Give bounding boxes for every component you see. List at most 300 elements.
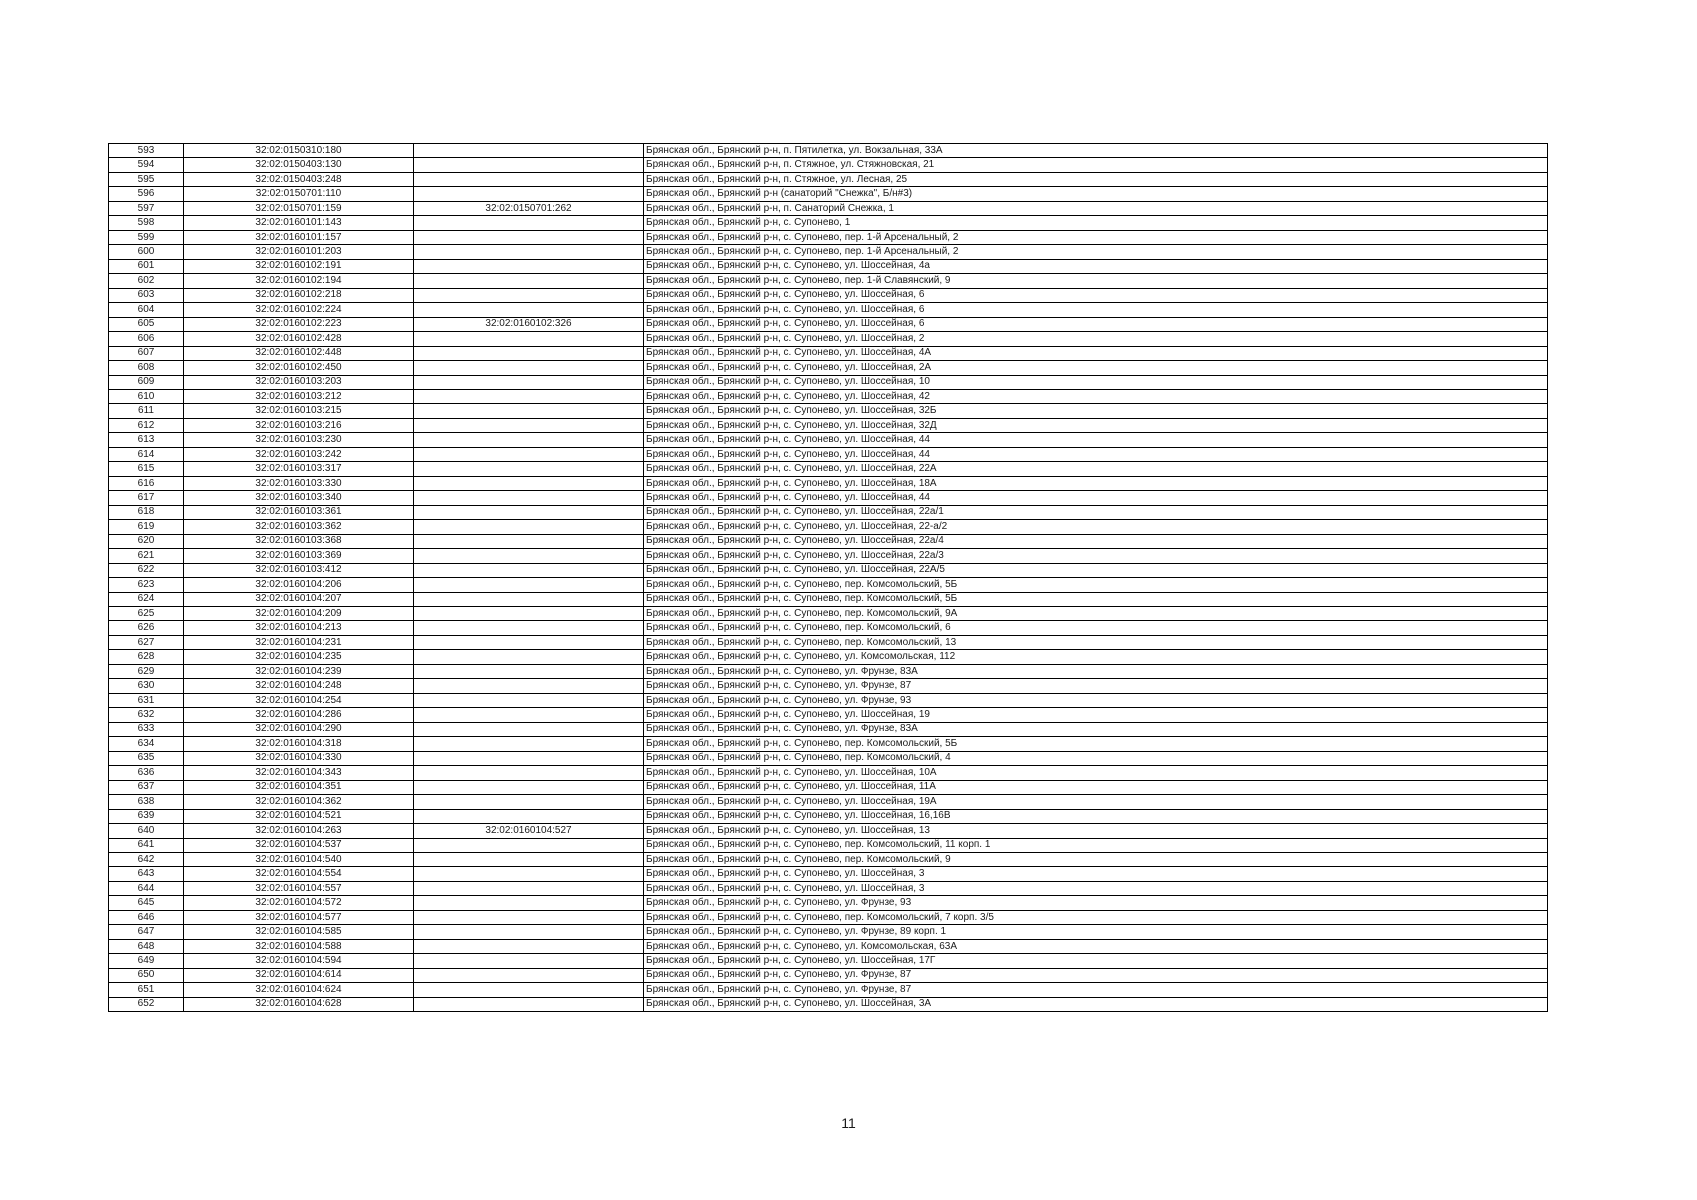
address-cell: Брянская обл., Брянский р-н, с. Супонево, ул. Комсомольская, 112 bbox=[644, 650, 1548, 664]
linked-number-cell bbox=[414, 274, 644, 288]
linked-number-cell: 32:02:0160104:527 bbox=[414, 824, 644, 838]
row-number-cell: 643 bbox=[109, 867, 184, 881]
address-cell: Брянская обл., Брянский р-н, с. Супонево, пер. 1-й Арсенальный, 2 bbox=[644, 245, 1548, 259]
address-cell: Брянская обл., Брянский р-н, с. Супонево, ул. Шоссейная, 3 bbox=[644, 867, 1548, 881]
cadastral-number-cell: 32:02:0160103:203 bbox=[184, 375, 414, 389]
table-row bbox=[109, 983, 1548, 997]
linked-number-cell bbox=[414, 462, 644, 476]
linked-number-cell bbox=[414, 881, 644, 895]
cadastral-number-cell: 32:02:0160104:343 bbox=[184, 766, 414, 780]
cadastral-number-cell: 32:02:0160104:248 bbox=[184, 679, 414, 693]
row-number-cell: 599 bbox=[109, 230, 184, 244]
address-cell: Брянская обл., Брянский р-н, с. Супонево, ул. Шоссейная, 22А/5 bbox=[644, 563, 1548, 577]
cadastral-number-cell: 32:02:0160104:614 bbox=[184, 968, 414, 982]
address-cell: Брянская обл., Брянский р-н, с. Супонево, ул. Шоссейная, 6 bbox=[644, 288, 1548, 302]
address-cell: Брянская обл., Брянский р-н, с. Супонево, ул. Шоссейная, 22а/3 bbox=[644, 549, 1548, 563]
address-cell: Брянская обл., Брянский р-н, с. Супонево, ул. Шоссейная, 13 bbox=[644, 824, 1548, 838]
linked-number-cell bbox=[414, 389, 644, 403]
cadastral-number-cell: 32:02:0160103:412 bbox=[184, 563, 414, 577]
table-row bbox=[109, 317, 1548, 331]
table-row bbox=[109, 766, 1548, 780]
cadastral-number-cell: 32:02:0160102:450 bbox=[184, 361, 414, 375]
cadastral-number-cell: 32:02:0160102:223 bbox=[184, 317, 414, 331]
row-number-cell: 625 bbox=[109, 607, 184, 621]
table-row bbox=[109, 607, 1548, 621]
address-cell: Брянская обл., Брянский р-н, с. Супонево, 1 bbox=[644, 216, 1548, 230]
address-cell: Брянская обл., Брянский р-н, с. Супонево, ул. Шоссейная, 17Г bbox=[644, 954, 1548, 968]
table-row bbox=[109, 375, 1548, 389]
linked-number-cell bbox=[414, 288, 644, 302]
table-row bbox=[109, 476, 1548, 490]
cadastral-number-cell: 32:02:0160104:351 bbox=[184, 780, 414, 794]
table-row bbox=[109, 447, 1548, 461]
table-row bbox=[109, 780, 1548, 794]
row-number-cell: 640 bbox=[109, 824, 184, 838]
address-cell: Брянская обл., Брянский р-н, с. Супонево, ул. Шоссейная, 4А bbox=[644, 346, 1548, 360]
linked-number-cell bbox=[414, 187, 644, 201]
address-cell: Брянская обл., Брянский р-н, с. Супонево, ул. Шоссейная, 3 bbox=[644, 881, 1548, 895]
cadastral-number-cell: 32:02:0160104:362 bbox=[184, 795, 414, 809]
table-row bbox=[109, 708, 1548, 722]
table-row bbox=[109, 968, 1548, 982]
cadastral-number-cell: 32:02:0160103:369 bbox=[184, 549, 414, 563]
address-cell: Брянская обл., Брянский р-н, с. Супонево, ул. Шоссейная, 44 bbox=[644, 491, 1548, 505]
cadastral-number-cell: 32:02:0160104:521 bbox=[184, 809, 414, 823]
table-row bbox=[109, 650, 1548, 664]
table-row bbox=[109, 838, 1548, 852]
cadastral-number-cell: 32:02:0150701:159 bbox=[184, 201, 414, 215]
cadastral-number-cell: 32:02:0160104:557 bbox=[184, 881, 414, 895]
row-number-cell: 621 bbox=[109, 549, 184, 563]
address-cell: Брянская обл., Брянский р-н, с. Супонево, ул. Фрунзе, 89 корп. 1 bbox=[644, 925, 1548, 939]
table-row bbox=[109, 939, 1548, 953]
address-cell: Брянская обл., Брянский р-н, с. Супонево, пер. Комсомольский, 5Б bbox=[644, 578, 1548, 592]
row-number-cell: 628 bbox=[109, 650, 184, 664]
address-cell: Брянская обл., Брянский р-н, с. Супонево, ул. Фрунзе, 93 bbox=[644, 693, 1548, 707]
address-cell: Брянская обл., Брянский р-н, с. Супонево, пер. Комсомольский, 4 bbox=[644, 751, 1548, 765]
linked-number-cell bbox=[414, 867, 644, 881]
linked-number-cell bbox=[414, 809, 644, 823]
table-row bbox=[109, 491, 1548, 505]
cadastral-number-cell: 32:02:0160101:203 bbox=[184, 245, 414, 259]
cadastral-number-cell: 32:02:0160104:554 bbox=[184, 867, 414, 881]
address-cell: Брянская обл., Брянский р-н, с. Супонево, ул. Фрунзе, 87 bbox=[644, 983, 1548, 997]
table-row bbox=[109, 346, 1548, 360]
cadastral-number-cell: 32:02:0160101:143 bbox=[184, 216, 414, 230]
address-cell: Брянская обл., Брянский р-н, с. Супонево, ул. Шоссейная, 16,16В bbox=[644, 809, 1548, 823]
address-cell: Брянская обл., Брянский р-н, с. Супонево, ул. Фрунзе, 83А bbox=[644, 722, 1548, 736]
linked-number-cell bbox=[414, 910, 644, 924]
linked-number-cell bbox=[414, 838, 644, 852]
row-number-cell: 629 bbox=[109, 664, 184, 678]
linked-number-cell bbox=[414, 722, 644, 736]
cadastral-number-cell: 32:02:0160103:368 bbox=[184, 534, 414, 548]
linked-number-cell bbox=[414, 375, 644, 389]
linked-number-cell bbox=[414, 664, 644, 678]
cadastral-number-cell: 32:02:0160104:318 bbox=[184, 737, 414, 751]
linked-number-cell bbox=[414, 621, 644, 635]
table-row bbox=[109, 245, 1548, 259]
table-row bbox=[109, 404, 1548, 418]
address-cell: Брянская обл., Брянский р-н, с. Супонево, ул. Шоссейная, 11А bbox=[644, 780, 1548, 794]
address-cell: Брянская обл., Брянский р-н, с. Супонево, ул. Шоссейная, 22-а/2 bbox=[644, 520, 1548, 534]
address-cell: Брянская обл., Брянский р-н, с. Супонево, ул. Шоссейная, 6 bbox=[644, 303, 1548, 317]
table-row bbox=[109, 288, 1548, 302]
address-cell: Брянская обл., Брянский р-н, с. Супонево, ул. Фрунзе, 83А bbox=[644, 664, 1548, 678]
row-number-cell: 618 bbox=[109, 505, 184, 519]
table-row bbox=[109, 332, 1548, 346]
table-row bbox=[109, 462, 1548, 476]
address-cell: Брянская обл., Брянский р-н, с. Супонево, ул. Шоссейная, 44 bbox=[644, 447, 1548, 461]
cadastral-number-cell: 32:02:0160103:361 bbox=[184, 505, 414, 519]
linked-number-cell bbox=[414, 303, 644, 317]
row-number-cell: 634 bbox=[109, 737, 184, 751]
table-row bbox=[109, 303, 1548, 317]
cadastral-number-cell: 32:02:0160103:215 bbox=[184, 404, 414, 418]
linked-number-cell bbox=[414, 418, 644, 432]
cadastral-number-cell: 32:02:0150310:180 bbox=[184, 144, 414, 158]
row-number-cell: 624 bbox=[109, 592, 184, 606]
address-cell: Брянская обл., Брянский р-н, с. Супонево, ул. Фрунзе, 87 bbox=[644, 968, 1548, 982]
cadastral-number-cell: 32:02:0160101:157 bbox=[184, 230, 414, 244]
cadastral-number-cell: 32:02:0160103:340 bbox=[184, 491, 414, 505]
cadastral-number-cell: 32:02:0160104:540 bbox=[184, 852, 414, 866]
cadastral-number-cell: 32:02:0160102:191 bbox=[184, 259, 414, 273]
address-cell: Брянская обл., Брянский р-н, с. Супонево, ул. Шоссейная, 32Б bbox=[644, 404, 1548, 418]
row-number-cell: 635 bbox=[109, 751, 184, 765]
address-cell: Брянская обл., Брянский р-н, с. Супонево, ул. Фрунзе, 93 bbox=[644, 896, 1548, 910]
linked-number-cell bbox=[414, 346, 644, 360]
row-number-cell: 631 bbox=[109, 693, 184, 707]
row-number-cell: 606 bbox=[109, 332, 184, 346]
address-cell: Брянская обл., Брянский р-н (санаторий "Снежка", Б/н#3) bbox=[644, 187, 1548, 201]
cadastral-number-cell: 32:02:0160104:537 bbox=[184, 838, 414, 852]
cadastral-number-cell: 32:02:0160104:628 bbox=[184, 997, 414, 1011]
row-number-cell: 610 bbox=[109, 389, 184, 403]
address-cell: Брянская обл., Брянский р-н, с. Супонево, пер. Комсомольский, 7 корп. 3/5 bbox=[644, 910, 1548, 924]
row-number-cell: 650 bbox=[109, 968, 184, 982]
table-row bbox=[109, 433, 1548, 447]
row-number-cell: 645 bbox=[109, 896, 184, 910]
table-row bbox=[109, 664, 1548, 678]
address-cell: Брянская обл., Брянский р-н, с. Супонево, ул. Шоссейная, 32Д bbox=[644, 418, 1548, 432]
cadastral-number-cell: 32:02:0160104:239 bbox=[184, 664, 414, 678]
address-cell: Брянская обл., Брянский р-н, с. Супонево, ул. Шоссейная, 6 bbox=[644, 317, 1548, 331]
address-cell: Брянская обл., Брянский р-н, с. Супонево, пер. Комсомольский, 6 bbox=[644, 621, 1548, 635]
linked-number-cell bbox=[414, 158, 644, 172]
cadastral-number-cell: 32:02:0160102:224 bbox=[184, 303, 414, 317]
row-number-cell: 647 bbox=[109, 925, 184, 939]
row-number-cell: 646 bbox=[109, 910, 184, 924]
row-number-cell: 600 bbox=[109, 245, 184, 259]
row-number-cell: 641 bbox=[109, 838, 184, 852]
cadastral-number-cell: 32:02:0160104:286 bbox=[184, 708, 414, 722]
table-row bbox=[109, 954, 1548, 968]
address-cell: Брянская обл., Брянский р-н, п. Пятилетка, ул. Вокзальная, 33А bbox=[644, 144, 1548, 158]
linked-number-cell bbox=[414, 737, 644, 751]
linked-number-cell bbox=[414, 795, 644, 809]
address-cell: Брянская обл., Брянский р-н, с. Супонево, ул. Шоссейная, 18А bbox=[644, 476, 1548, 490]
table-row bbox=[109, 230, 1548, 244]
address-cell: Брянская обл., Брянский р-н, п. Стяжное, ул. Лесная, 25 bbox=[644, 172, 1548, 186]
address-cell: Брянская обл., Брянский р-н, с. Супонево, пер. 1-й Арсенальный, 2 bbox=[644, 230, 1548, 244]
table-row bbox=[109, 635, 1548, 649]
cadastral-number-cell: 32:02:0160104:263 bbox=[184, 824, 414, 838]
property-table bbox=[108, 143, 1548, 1012]
table-row bbox=[109, 824, 1548, 838]
cadastral-number-cell: 32:02:0160104:207 bbox=[184, 592, 414, 606]
table-row bbox=[109, 809, 1548, 823]
cadastral-number-cell: 32:02:0160104:206 bbox=[184, 578, 414, 592]
table-row bbox=[109, 187, 1548, 201]
address-cell: Брянская обл., Брянский р-н, с. Супонево, пер. Комсомольский, 13 bbox=[644, 635, 1548, 649]
table-row bbox=[109, 867, 1548, 881]
linked-number-cell bbox=[414, 563, 644, 577]
cadastral-number-cell: 32:02:0150403:130 bbox=[184, 158, 414, 172]
table-row bbox=[109, 389, 1548, 403]
cadastral-number-cell: 32:02:0160102:194 bbox=[184, 274, 414, 288]
address-cell: Брянская обл., Брянский р-н, с. Супонево, пер. Комсомольский, 5Б bbox=[644, 592, 1548, 606]
cadastral-number-cell: 32:02:0160102:448 bbox=[184, 346, 414, 360]
row-number-cell: 601 bbox=[109, 259, 184, 273]
address-cell: Брянская обл., Брянский р-н, с. Супонево, ул. Шоссейная, 22А bbox=[644, 462, 1548, 476]
linked-number-cell bbox=[414, 939, 644, 953]
row-number-cell: 648 bbox=[109, 939, 184, 953]
row-number-cell: 609 bbox=[109, 375, 184, 389]
address-cell: Брянская обл., Брянский р-н, с. Супонево, ул. Шоссейная, 22а/1 bbox=[644, 505, 1548, 519]
linked-number-cell bbox=[414, 534, 644, 548]
row-number-cell: 598 bbox=[109, 216, 184, 230]
row-number-cell: 603 bbox=[109, 288, 184, 302]
linked-number-cell bbox=[414, 983, 644, 997]
linked-number-cell bbox=[414, 404, 644, 418]
cadastral-number-cell: 32:02:0160104:231 bbox=[184, 635, 414, 649]
address-cell: Брянская обл., Брянский р-н, с. Супонево, ул. Шоссейная, 2 bbox=[644, 332, 1548, 346]
cadastral-number-cell: 32:02:0160103:212 bbox=[184, 389, 414, 403]
row-number-cell: 594 bbox=[109, 158, 184, 172]
address-cell: Брянская обл., Брянский р-н, с. Супонево, пер. Комсомольский, 9 bbox=[644, 852, 1548, 866]
linked-number-cell bbox=[414, 491, 644, 505]
cadastral-number-cell: 32:02:0160104:572 bbox=[184, 896, 414, 910]
table-row bbox=[109, 592, 1548, 606]
cadastral-number-cell: 32:02:0160102:428 bbox=[184, 332, 414, 346]
table-row bbox=[109, 563, 1548, 577]
table-row bbox=[109, 852, 1548, 866]
row-number-cell: 638 bbox=[109, 795, 184, 809]
cadastral-number-cell: 32:02:0160104:594 bbox=[184, 954, 414, 968]
row-number-cell: 623 bbox=[109, 578, 184, 592]
row-number-cell: 615 bbox=[109, 462, 184, 476]
row-number-cell: 622 bbox=[109, 563, 184, 577]
table-row bbox=[109, 881, 1548, 895]
row-number-cell: 619 bbox=[109, 520, 184, 534]
cadastral-number-cell: 32:02:0160103:362 bbox=[184, 520, 414, 534]
linked-number-cell bbox=[414, 230, 644, 244]
address-cell: Брянская обл., Брянский р-н, с. Супонево, ул. Шоссейная, 44 bbox=[644, 433, 1548, 447]
row-number-cell: 636 bbox=[109, 766, 184, 780]
cadastral-number-cell: 32:02:0160104:290 bbox=[184, 722, 414, 736]
table-row bbox=[109, 158, 1548, 172]
linked-number-cell bbox=[414, 476, 644, 490]
row-number-cell: 593 bbox=[109, 144, 184, 158]
table-row bbox=[109, 361, 1548, 375]
cadastral-number-cell: 32:02:0160104:235 bbox=[184, 650, 414, 664]
table-row bbox=[109, 549, 1548, 563]
linked-number-cell: 32:02:0150701:262 bbox=[414, 201, 644, 215]
row-number-cell: 630 bbox=[109, 679, 184, 693]
table-row bbox=[109, 259, 1548, 273]
page-number: 11 bbox=[841, 1115, 856, 1131]
table-row bbox=[109, 520, 1548, 534]
cadastral-number-cell: 32:02:0160103:242 bbox=[184, 447, 414, 461]
address-cell: Брянская обл., Брянский р-н, п. Стяжное, ул. Стяжновская, 21 bbox=[644, 158, 1548, 172]
linked-number-cell bbox=[414, 780, 644, 794]
linked-number-cell bbox=[414, 144, 644, 158]
table-row bbox=[109, 795, 1548, 809]
table-row bbox=[109, 172, 1548, 186]
table-row bbox=[109, 274, 1548, 288]
linked-number-cell bbox=[414, 954, 644, 968]
address-cell: Брянская обл., Брянский р-н, с. Супонево, ул. Шоссейная, 4а bbox=[644, 259, 1548, 273]
row-number-cell: 649 bbox=[109, 954, 184, 968]
row-number-cell: 626 bbox=[109, 621, 184, 635]
row-number-cell: 607 bbox=[109, 346, 184, 360]
table-row bbox=[109, 910, 1548, 924]
table-row bbox=[109, 693, 1548, 707]
row-number-cell: 632 bbox=[109, 708, 184, 722]
linked-number-cell bbox=[414, 447, 644, 461]
address-cell: Брянская обл., Брянский р-н, с. Супонево, ул. Шоссейная, 42 bbox=[644, 389, 1548, 403]
linked-number-cell bbox=[414, 549, 644, 563]
row-number-cell: 642 bbox=[109, 852, 184, 866]
row-number-cell: 637 bbox=[109, 780, 184, 794]
address-cell: Брянская обл., Брянский р-н, с. Супонево, ул. Фрунзе, 87 bbox=[644, 679, 1548, 693]
address-cell: Брянская обл., Брянский р-н, с. Супонево, ул. Шоссейная, 19А bbox=[644, 795, 1548, 809]
cadastral-number-cell: 32:02:0160104:213 bbox=[184, 621, 414, 635]
table-row bbox=[109, 997, 1548, 1011]
cadastral-number-cell: 32:02:0160103:230 bbox=[184, 433, 414, 447]
linked-number-cell bbox=[414, 650, 644, 664]
linked-number-cell bbox=[414, 635, 644, 649]
address-cell: Брянская обл., Брянский р-н, с. Супонево, ул. Шоссейная, 19 bbox=[644, 708, 1548, 722]
table-row bbox=[109, 925, 1548, 939]
row-number-cell: 605 bbox=[109, 317, 184, 331]
table-row bbox=[109, 534, 1548, 548]
linked-number-cell bbox=[414, 505, 644, 519]
cadastral-number-cell: 32:02:0160104:588 bbox=[184, 939, 414, 953]
row-number-cell: 644 bbox=[109, 881, 184, 895]
address-cell: Брянская обл., Брянский р-н, с. Супонево, пер. 1-й Славянский, 9 bbox=[644, 274, 1548, 288]
linked-number-cell bbox=[414, 925, 644, 939]
linked-number-cell bbox=[414, 607, 644, 621]
address-cell: Брянская обл., Брянский р-н, с. Супонево, пер. Комсомольский, 9А bbox=[644, 607, 1548, 621]
row-number-cell: 596 bbox=[109, 187, 184, 201]
row-number-cell: 616 bbox=[109, 476, 184, 490]
row-number-cell: 620 bbox=[109, 534, 184, 548]
linked-number-cell bbox=[414, 708, 644, 722]
table-body bbox=[109, 144, 1548, 1012]
table-row bbox=[109, 201, 1548, 215]
table-row bbox=[109, 737, 1548, 751]
linked-number-cell bbox=[414, 592, 644, 606]
table-row bbox=[109, 679, 1548, 693]
cadastral-number-cell: 32:02:0160103:216 bbox=[184, 418, 414, 432]
linked-number-cell bbox=[414, 259, 644, 273]
cadastral-number-cell: 32:02:0160104:254 bbox=[184, 693, 414, 707]
address-cell: Брянская обл., Брянский р-н, п. Санаторий Снежка, 1 bbox=[644, 201, 1548, 215]
row-number-cell: 627 bbox=[109, 635, 184, 649]
linked-number-cell bbox=[414, 852, 644, 866]
table-row bbox=[109, 578, 1548, 592]
row-number-cell: 597 bbox=[109, 201, 184, 215]
linked-number-cell bbox=[414, 693, 644, 707]
linked-number-cell bbox=[414, 997, 644, 1011]
table-row bbox=[109, 418, 1548, 432]
address-cell: Брянская обл., Брянский р-н, с. Супонево, ул. Шоссейная, 10 bbox=[644, 375, 1548, 389]
cadastral-number-cell: 32:02:0160104:577 bbox=[184, 910, 414, 924]
table-row bbox=[109, 621, 1548, 635]
address-cell: Брянская обл., Брянский р-н, с. Супонево, ул. Шоссейная, 3А bbox=[644, 997, 1548, 1011]
table-row bbox=[109, 505, 1548, 519]
cadastral-number-cell: 32:02:0160104:585 bbox=[184, 925, 414, 939]
address-cell: Брянская обл., Брянский р-н, с. Супонево, ул. Шоссейная, 10А bbox=[644, 766, 1548, 780]
linked-number-cell bbox=[414, 968, 644, 982]
table-row bbox=[109, 896, 1548, 910]
cadastral-number-cell: 32:02:0160103:330 bbox=[184, 476, 414, 490]
linked-number-cell bbox=[414, 578, 644, 592]
row-number-cell: 613 bbox=[109, 433, 184, 447]
linked-number-cell: 32:02:0160102:326 bbox=[414, 317, 644, 331]
cadastral-number-cell: 32:02:0150403:248 bbox=[184, 172, 414, 186]
row-number-cell: 612 bbox=[109, 418, 184, 432]
linked-number-cell bbox=[414, 766, 644, 780]
row-number-cell: 595 bbox=[109, 172, 184, 186]
cadastral-number-cell: 32:02:0160104:330 bbox=[184, 751, 414, 765]
row-number-cell: 614 bbox=[109, 447, 184, 461]
row-number-cell: 602 bbox=[109, 274, 184, 288]
cadastral-number-cell: 32:02:0160104:209 bbox=[184, 607, 414, 621]
linked-number-cell bbox=[414, 751, 644, 765]
row-number-cell: 639 bbox=[109, 809, 184, 823]
row-number-cell: 651 bbox=[109, 983, 184, 997]
row-number-cell: 611 bbox=[109, 404, 184, 418]
linked-number-cell bbox=[414, 216, 644, 230]
row-number-cell: 633 bbox=[109, 722, 184, 736]
linked-number-cell bbox=[414, 520, 644, 534]
row-number-cell: 617 bbox=[109, 491, 184, 505]
table-row bbox=[109, 216, 1548, 230]
table-row bbox=[109, 144, 1548, 158]
linked-number-cell bbox=[414, 433, 644, 447]
linked-number-cell bbox=[414, 361, 644, 375]
cadastral-number-cell: 32:02:0150701:110 bbox=[184, 187, 414, 201]
cadastral-number-cell: 32:02:0160102:218 bbox=[184, 288, 414, 302]
cadastral-number-cell: 32:02:0160103:317 bbox=[184, 462, 414, 476]
linked-number-cell bbox=[414, 172, 644, 186]
cadastral-number-cell: 32:02:0160104:624 bbox=[184, 983, 414, 997]
row-number-cell: 652 bbox=[109, 997, 184, 1011]
linked-number-cell bbox=[414, 896, 644, 910]
linked-number-cell bbox=[414, 332, 644, 346]
table-row bbox=[109, 751, 1548, 765]
row-number-cell: 608 bbox=[109, 361, 184, 375]
address-cell: Брянская обл., Брянский р-н, с. Супонево, пер. Комсомольский, 11 корп. 1 bbox=[644, 838, 1548, 852]
address-cell: Брянская обл., Брянский р-н, с. Супонево, пер. Комсомольский, 5Б bbox=[644, 737, 1548, 751]
row-number-cell: 604 bbox=[109, 303, 184, 317]
table-row bbox=[109, 722, 1548, 736]
address-cell: Брянская обл., Брянский р-н, с. Супонево, ул. Шоссейная, 22а/4 bbox=[644, 534, 1548, 548]
linked-number-cell bbox=[414, 245, 644, 259]
